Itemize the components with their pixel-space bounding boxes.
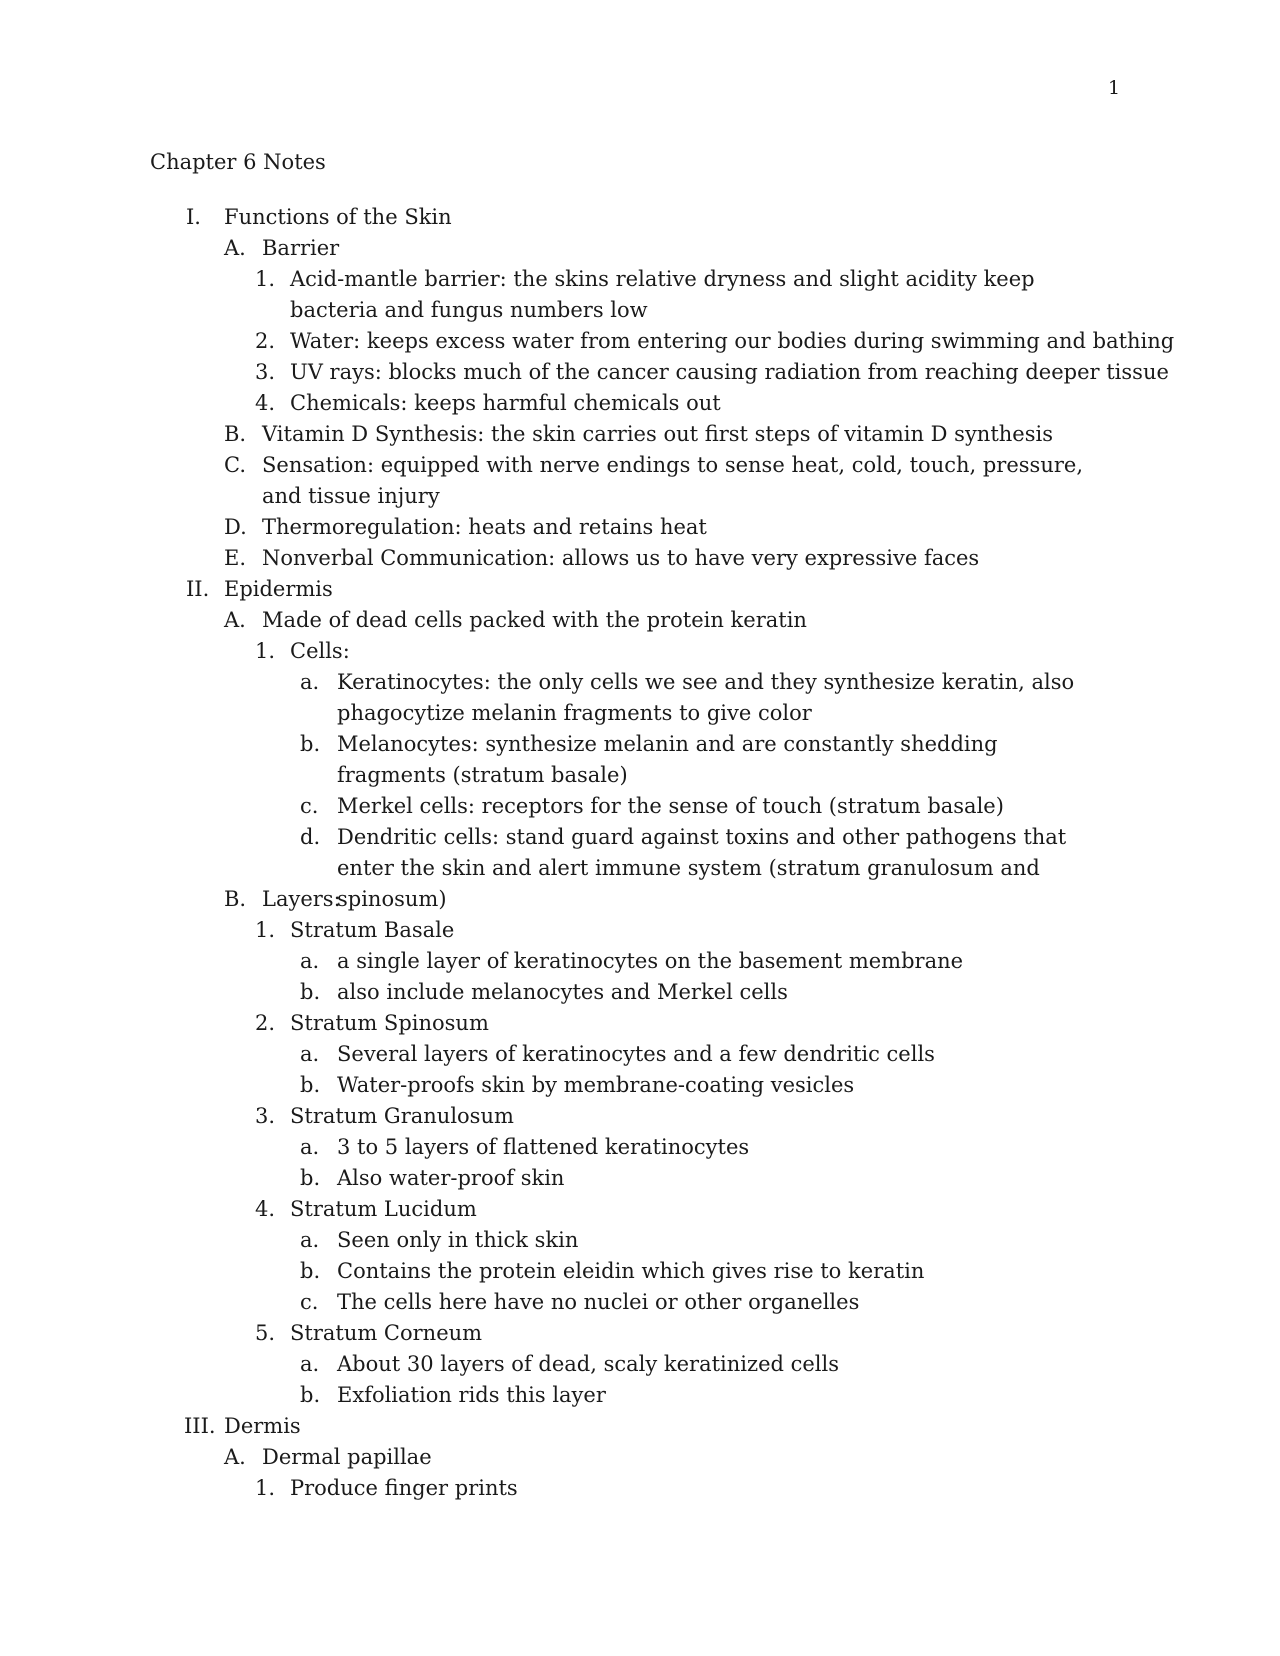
outline-text: Melanocytes: synthesize melanin and are constantly shedding fragments (stratum basale) [337,732,998,787]
outline-text: 3 to 5 layers of flattened keratinocytes [337,1135,750,1159]
outline-text: Dermal papillae [262,1445,432,1469]
outline-text: Stratum Lucidum [290,1197,477,1221]
outline-item-level-2 [0,1442,1280,1473]
outline-marker: III. [184,1414,216,1438]
outline-marker: C. [224,453,246,477]
outline-text: Thermoregulation: heats and retains heat [262,515,707,539]
outline-text: Chemicals: keeps harmful chemicals out [290,391,721,415]
outline-item-level-2 [0,512,1280,543]
outline-item-level-2 [0,419,1280,450]
outline-text: Also water-proof skin [337,1166,565,1190]
outline-marker: a. [300,949,320,973]
outline-item-level-4 [0,1256,1280,1287]
outline-item-level-4 [0,1132,1280,1163]
outline-item-level-3 [0,915,1280,946]
outline-item-level-3 [0,1473,1280,1504]
outline-item-level-2 [0,543,1280,574]
outline-item-level-1 [0,574,1280,605]
outline-item-level-2 [0,884,1280,915]
outline-marker: a. [300,1352,320,1376]
outline-marker: 1. [255,639,276,663]
outline-marker: a. [300,1135,320,1159]
outline-text: also include melanocytes and Merkel cells [337,980,788,1004]
document-title: Chapter 6 Notes [150,150,326,174]
outline-text: Nonverbal Communication: allows us to have very expressive faces [262,546,980,570]
outline-marker: a. [300,1042,320,1066]
outline-marker: 4. [255,1197,276,1221]
outline-item-level-4 [0,1349,1280,1380]
outline-marker: E. [224,546,247,570]
outline-text: Stratum Spinosum [290,1011,489,1035]
outline-marker: 1. [255,918,276,942]
outline-item-level-4 [0,1163,1280,1194]
outline-item-level-4 [0,1039,1280,1070]
outline-item-level-3 [0,1194,1280,1225]
outline-marker: b. [300,732,321,756]
outline-text: Water-proofs skin by membrane-coating vesicles [337,1073,855,1097]
outline-item-level-4 [0,791,1280,822]
outline-marker: b. [300,1073,321,1097]
outline-text: Produce finger prints [290,1476,518,1500]
outline-marker: a. [300,1228,320,1252]
outline-item-level-4 [0,1225,1280,1256]
outline-text: Seen only in thick skin [337,1228,579,1252]
page-number: 1 [1108,77,1121,99]
outline-text: The cells here have no nuclei or other organelles [337,1290,860,1314]
outline-marker: 5. [255,1321,276,1345]
outline-item-level-1 [0,202,1280,233]
outline-marker: 1. [255,267,276,291]
outline-text: Stratum Granulosum [290,1104,514,1128]
outline-marker: I. [186,205,201,229]
outline-text: Contains the protein eleidin which gives rise to keratin [337,1259,925,1283]
outline-item-level-4 [0,1070,1280,1101]
outline-marker: A. [224,236,246,260]
outline-item-level-4 [0,977,1280,1008]
outline-marker: II. [186,577,210,601]
outline-text: Stratum Corneum [290,1321,483,1345]
outline-item-level-4 [0,729,1280,791]
outline-item-level-3 [0,264,1280,326]
outline-item-level-3 [0,388,1280,419]
outline-item-level-4 [0,1287,1280,1318]
outline-marker: 2. [255,1011,276,1035]
outline-marker: c. [300,1290,319,1314]
outline-text: Made of dead cells packed with the protein keratin [262,608,807,632]
outline-text: Sensation: equipped with nerve endings to sense heat, cold, touch, pressure, and tissue injury [262,453,1083,508]
outline-marker: c. [300,794,319,818]
outline-item-level-3 [0,636,1280,667]
outline-marker: A. [224,1445,246,1469]
outline-marker: b. [300,980,321,1004]
outline-item-level-3 [0,357,1280,388]
outline-text: Stratum Basale [290,918,455,942]
outline-text: About 30 layers of dead, scaly keratinized cells [337,1352,840,1376]
outline-text: Keratinocytes: the only cells we see and they synthesize keratin, also phagocytize melanin fragments to give color [337,670,1075,725]
outline-text: Cells: [290,639,350,663]
outline-text: Water: keeps excess water from entering our bodies during swimming and bathing [290,329,1175,353]
outline-marker: D. [224,515,247,539]
outline-item-level-3 [0,326,1280,357]
outline-marker: b. [300,1166,321,1190]
outline-item-level-4 [0,946,1280,977]
outline-text: Layers: [262,887,341,911]
outline-marker: a. [300,670,320,694]
outline-item-level-1 [0,1411,1280,1442]
outline-item-level-2 [0,450,1280,512]
outline-marker: B. [224,422,247,446]
outline-marker: b. [300,1259,321,1283]
outline-list [0,202,1280,1504]
outline-marker: 4. [255,391,276,415]
outline-marker: 2. [255,329,276,353]
outline-text: Dendritic cells: stand guard against toxins and other pathogens that enter the skin and alert immune system (stratum granulosum and spinosum) [337,825,1067,911]
outline-text: Merkel cells: receptors for the sense of touch (stratum basale) [337,794,1004,818]
outline-item-level-2 [0,605,1280,636]
outline-text: Exfoliation rids this layer [337,1383,606,1407]
outline-marker: B. [224,887,247,911]
outline-text: UV rays: blocks much of the cancer causing radiation from reaching deeper tissue [290,360,1169,384]
outline-text: Barrier [262,236,340,260]
outline-item-level-4 [0,667,1280,729]
outline-text: Dermis [224,1414,301,1438]
outline-item-level-3 [0,1008,1280,1039]
outline-text: a single layer of keratinocytes on the basement membrane [337,949,964,973]
outline-text: Several layers of keratinocytes and a few dendritic cells [337,1042,935,1066]
outline-marker: 3. [255,360,276,384]
outline-marker: 3. [255,1104,276,1128]
outline-item-level-3 [0,1318,1280,1349]
outline-text: Epidermis [224,577,333,601]
outline-text: Functions of the Skin [224,205,452,229]
outline-text: Acid-mantle barrier: the skins relative dryness and slight acidity keep bacteria and fungus numbers low [290,267,1035,322]
outline-text: Vitamin D Synthesis: the skin carries out first steps of vitamin D synthesis [262,422,1053,446]
outline-marker: d. [300,825,321,849]
outline-marker: A. [224,608,246,632]
outline-marker: b. [300,1383,321,1407]
outline-item-level-4 [0,1380,1280,1411]
outline-marker: 1. [255,1476,276,1500]
outline-item-level-2 [0,233,1280,264]
outline-item-level-3 [0,1101,1280,1132]
